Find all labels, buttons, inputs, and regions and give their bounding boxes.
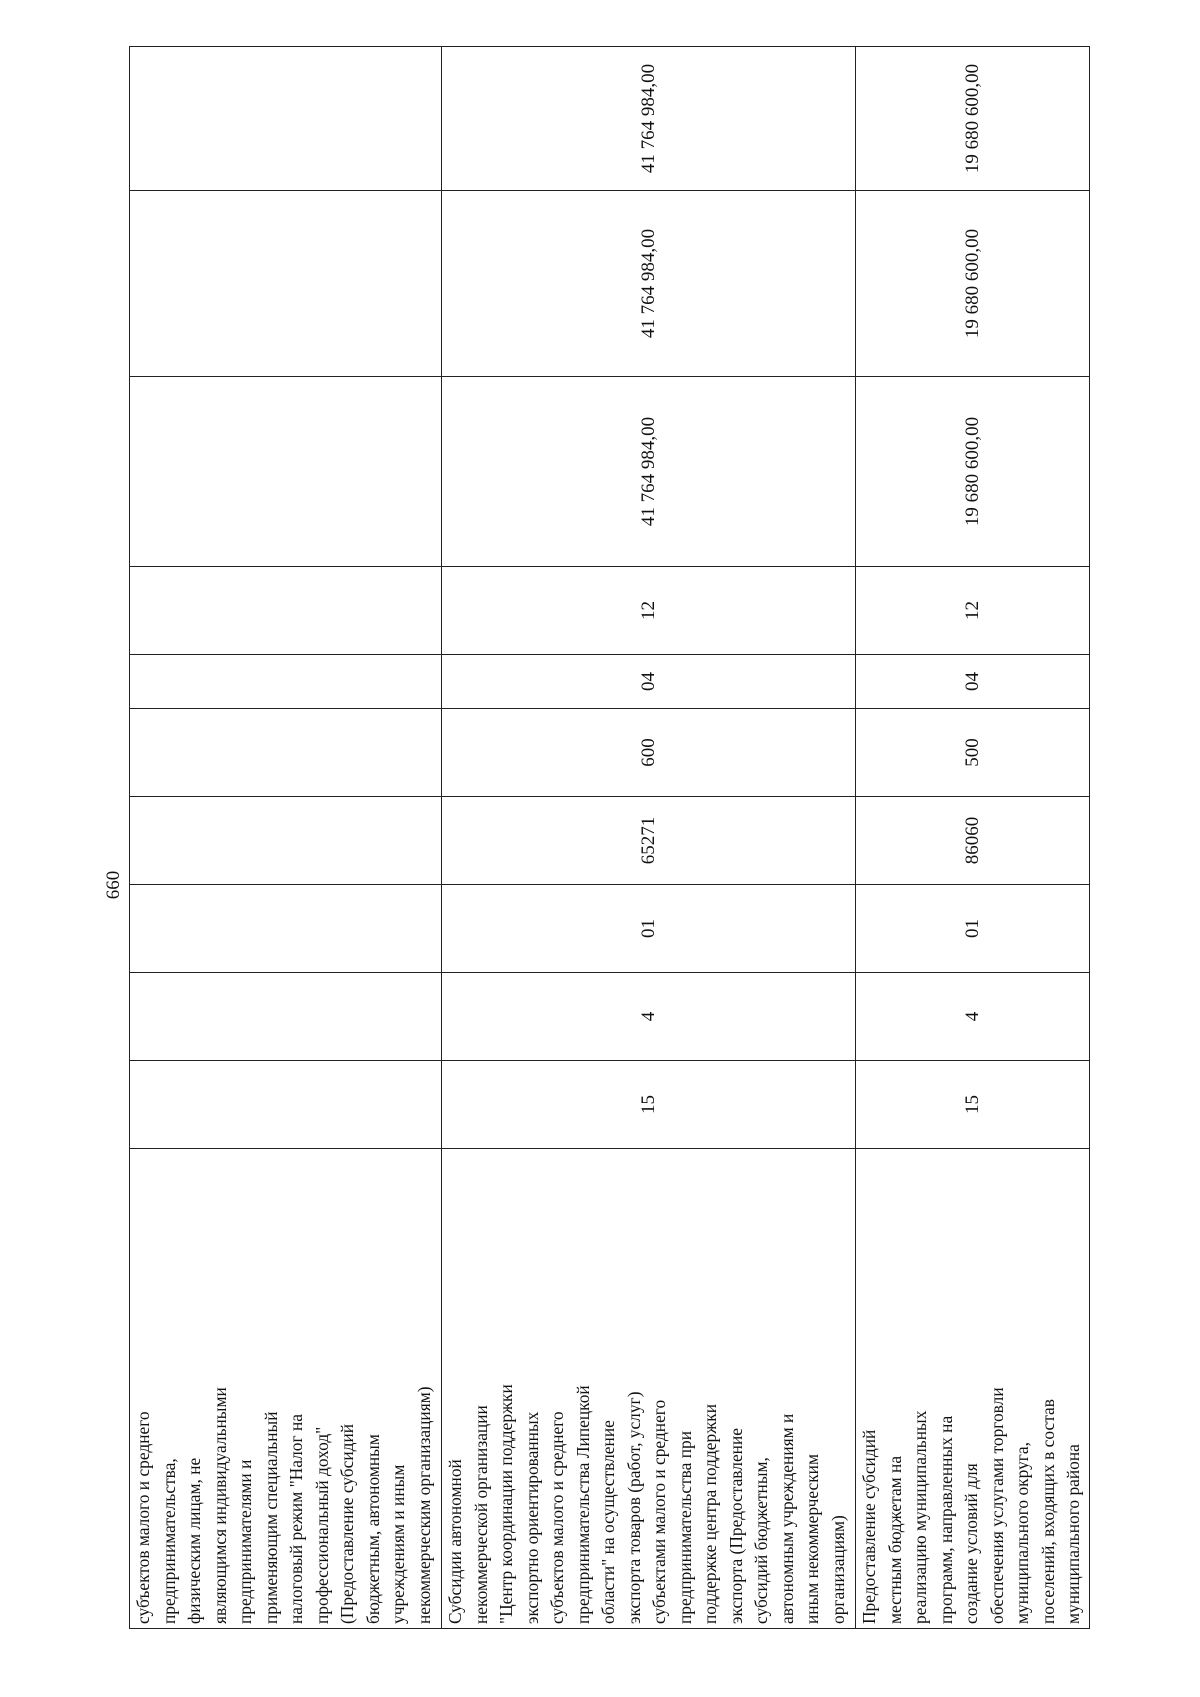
description-line: учреждениям и иным xyxy=(388,1464,408,1624)
description-line: программ, направленных на xyxy=(935,1415,956,1624)
description-line: субсидий бюджетным, xyxy=(751,1457,771,1624)
amount-cell-year1: 19 680 600,00 xyxy=(856,47,1090,191)
description-line: бюджетным, автономным xyxy=(362,1434,383,1624)
description-line: автономным учреждениям и xyxy=(776,1413,797,1624)
program-code-cell: 4 xyxy=(856,973,1090,1061)
description-line: субъектов малого и среднего xyxy=(133,1411,153,1624)
amount-cell-year2: 41 764 984,00 xyxy=(442,191,856,377)
description-line: (Предоставление субсидий xyxy=(337,1423,357,1624)
description-line: предпринимательства Липецкой xyxy=(572,1385,593,1624)
description-line: предпринимателями и xyxy=(235,1459,255,1624)
description-line: применяющим специальный xyxy=(260,1411,281,1624)
description-line: субъектов малого и среднего xyxy=(547,1411,567,1624)
program-code-cell: 4 xyxy=(442,973,856,1061)
description-line: предпринимательства при xyxy=(674,1430,695,1624)
description-line: экспортно ориентированных xyxy=(521,1411,542,1624)
description-line: некоммерческим организациям) xyxy=(413,1386,434,1624)
description-line: создание условий для xyxy=(961,1463,981,1624)
amount-cell-year3 xyxy=(130,377,442,567)
amount-cell-year3: 19 680 600,00 xyxy=(856,377,1090,567)
description-line: профессиональный доход" xyxy=(311,1426,332,1624)
description-line: являющимся индивидуальными xyxy=(209,1387,230,1624)
description-cell xyxy=(130,1149,442,1629)
subprogram-code-cell: 01 xyxy=(856,885,1090,973)
description-line: иным некоммерческим xyxy=(802,1454,822,1624)
description-line: предпринимательства, xyxy=(158,1458,179,1624)
description-line: области" на осуществление xyxy=(598,1420,618,1624)
target-item-code-cell: 65271 xyxy=(442,797,856,885)
amount-cell-year1: 41 764 984,00 xyxy=(442,47,856,191)
table-row xyxy=(442,47,856,1629)
section-code-cell: 15 xyxy=(442,1061,856,1149)
expense-type-cell: 500 xyxy=(856,709,1090,797)
description-line: экспорта товаров (работ, услуг) xyxy=(623,1391,644,1624)
description-line: муниципального района xyxy=(1063,1444,1083,1624)
description-line: "Центр координации поддержки xyxy=(496,1384,516,1624)
description-cell xyxy=(442,1149,856,1629)
description-line: организациям) xyxy=(827,1515,848,1624)
subsection-detail-cell xyxy=(130,567,442,655)
subsection-cell xyxy=(130,655,442,709)
subsection-cell: 04 xyxy=(856,655,1090,709)
amount-cell-year1 xyxy=(130,47,442,191)
budget-table-rotated xyxy=(129,63,1089,1629)
amount-cell-year3: 41 764 984,00 xyxy=(442,377,856,567)
table-row xyxy=(856,47,1090,1629)
description-line: местным бюджетам на xyxy=(884,1455,905,1624)
page-number: 660 xyxy=(103,870,124,900)
target-item-code-cell: 86060 xyxy=(856,797,1090,885)
section-code-cell: 15 xyxy=(856,1061,1090,1149)
description-line: экспорта (Предоставление xyxy=(725,1427,746,1624)
description-line: реализацию муниципальных xyxy=(910,1410,930,1624)
amount-cell-year2: 19 680 600,00 xyxy=(856,191,1090,377)
description-line: поддержке центра поддержки xyxy=(700,1404,720,1624)
target-item-code-cell xyxy=(130,797,442,885)
description-line: поселений, входящих в состав xyxy=(1037,1399,1058,1624)
section-code-cell xyxy=(130,1061,442,1149)
description-cell xyxy=(856,1149,1090,1629)
description-line: физическим лицам, не xyxy=(184,1457,204,1624)
subprogram-code-cell xyxy=(130,885,442,973)
description-line: налоговый режим "Налог на xyxy=(286,1414,306,1624)
subsection-cell: 04 xyxy=(442,655,856,709)
table-row xyxy=(130,47,442,1629)
table-body xyxy=(130,47,1090,1629)
subsection-detail-cell: 12 xyxy=(856,567,1090,655)
program-code-cell xyxy=(130,973,442,1061)
description-line: обеспечения услугами торговли xyxy=(986,1387,1007,1624)
expense-type-cell xyxy=(130,709,442,797)
amount-cell-year2 xyxy=(130,191,442,377)
description-line: некоммерческой организации xyxy=(470,1405,491,1624)
subsection-detail-cell: 12 xyxy=(442,567,856,655)
description-line: субъектами малого и среднего xyxy=(649,1399,669,1624)
description-line: муниципального округа, xyxy=(1012,1442,1032,1624)
subprogram-code-cell: 01 xyxy=(442,885,856,973)
description-line: Субсидии автономной xyxy=(445,1459,465,1624)
budget-table xyxy=(129,46,1090,1629)
expense-type-cell: 600 xyxy=(442,709,856,797)
description-line: Предоставление субсидий xyxy=(859,1429,879,1624)
